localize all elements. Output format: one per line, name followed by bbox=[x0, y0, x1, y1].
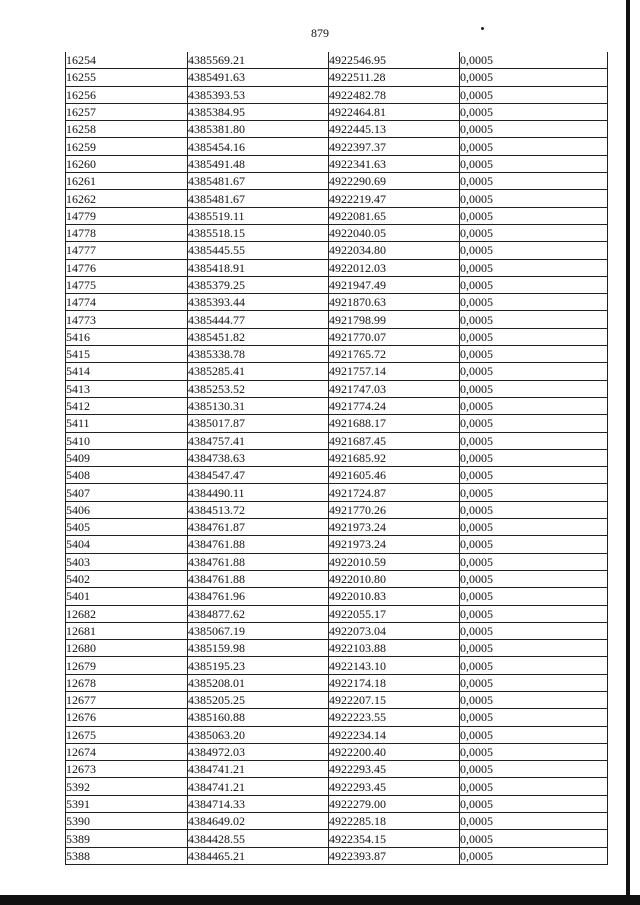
point-number-cell: 16258 bbox=[66, 121, 188, 138]
point-number-cell: 12682 bbox=[66, 605, 188, 622]
table-row bbox=[66, 726, 608, 743]
y-coordinate-cell: 4922207.15 bbox=[329, 691, 460, 708]
point-number-cell: 12674 bbox=[66, 743, 188, 760]
table-row bbox=[66, 363, 608, 380]
scan-border-right bbox=[626, 0, 630, 905]
error-cell: 0,0005 bbox=[460, 657, 608, 674]
x-coordinate-cell: 4384741.21 bbox=[188, 761, 329, 778]
y-coordinate-cell: 4922445.13 bbox=[329, 121, 460, 138]
x-coordinate-cell: 4384513.72 bbox=[188, 501, 329, 518]
table-row bbox=[66, 640, 608, 657]
error-cell: 0,0005 bbox=[460, 519, 608, 536]
error-cell: 0,0005 bbox=[460, 743, 608, 760]
point-number-cell: 5388 bbox=[66, 847, 188, 864]
point-number-cell: 16255 bbox=[66, 69, 188, 86]
error-cell: 0,0005 bbox=[460, 52, 608, 69]
x-coordinate-cell: 4385451.82 bbox=[188, 328, 329, 345]
y-coordinate-cell: 4922290.69 bbox=[329, 173, 460, 190]
point-number-cell: 14774 bbox=[66, 294, 188, 311]
table-row bbox=[66, 743, 608, 760]
point-number-cell: 5392 bbox=[66, 778, 188, 795]
table-row bbox=[66, 570, 608, 587]
point-number-cell: 5406 bbox=[66, 501, 188, 518]
y-coordinate-cell: 4921770.26 bbox=[329, 501, 460, 518]
x-coordinate-cell: 4384490.11 bbox=[188, 484, 329, 501]
error-cell: 0,0005 bbox=[460, 588, 608, 605]
error-cell: 0,0005 bbox=[460, 190, 608, 207]
y-coordinate-cell: 4922464.81 bbox=[329, 103, 460, 120]
table-row bbox=[66, 346, 608, 363]
point-number-cell: 16256 bbox=[66, 86, 188, 103]
table-row bbox=[66, 224, 608, 241]
error-cell: 0,0005 bbox=[460, 103, 608, 120]
table-row bbox=[66, 294, 608, 311]
table-row bbox=[66, 328, 608, 345]
table-row bbox=[66, 501, 608, 518]
point-number-cell: 5401 bbox=[66, 588, 188, 605]
table-row bbox=[66, 778, 608, 795]
table-row bbox=[66, 467, 608, 484]
table-row bbox=[66, 449, 608, 466]
point-number-cell: 12678 bbox=[66, 674, 188, 691]
point-number-cell: 5415 bbox=[66, 346, 188, 363]
point-number-cell: 12679 bbox=[66, 657, 188, 674]
scan-border-bottom bbox=[0, 895, 640, 905]
point-number-cell: 12677 bbox=[66, 691, 188, 708]
x-coordinate-cell: 4385160.88 bbox=[188, 709, 329, 726]
error-cell: 0,0005 bbox=[460, 328, 608, 345]
y-coordinate-cell: 4922174.18 bbox=[329, 674, 460, 691]
x-coordinate-cell: 4385285.41 bbox=[188, 363, 329, 380]
point-number-cell: 5390 bbox=[66, 813, 188, 830]
y-coordinate-cell: 4921947.49 bbox=[329, 276, 460, 293]
error-cell: 0,0005 bbox=[460, 397, 608, 414]
y-coordinate-cell: 4922511.28 bbox=[329, 69, 460, 86]
x-coordinate-cell: 4384547.47 bbox=[188, 467, 329, 484]
x-coordinate-cell: 4385393.44 bbox=[188, 294, 329, 311]
point-number-cell: 5407 bbox=[66, 484, 188, 501]
x-coordinate-cell: 4384877.62 bbox=[188, 605, 329, 622]
error-cell: 0,0005 bbox=[460, 173, 608, 190]
table-row bbox=[66, 553, 608, 570]
table-row bbox=[66, 622, 608, 639]
y-coordinate-cell: 4922012.03 bbox=[329, 259, 460, 276]
error-cell: 0,0005 bbox=[460, 795, 608, 812]
error-cell: 0,0005 bbox=[460, 294, 608, 311]
y-coordinate-cell: 4922393.87 bbox=[329, 847, 460, 864]
y-coordinate-cell: 4922354.15 bbox=[329, 830, 460, 847]
error-cell: 0,0005 bbox=[460, 207, 608, 224]
y-coordinate-cell: 4922279.00 bbox=[329, 795, 460, 812]
error-cell: 0,0005 bbox=[460, 242, 608, 259]
y-coordinate-cell: 4921724.87 bbox=[329, 484, 460, 501]
x-coordinate-cell: 4385454.16 bbox=[188, 138, 329, 155]
x-coordinate-cell: 4385205.25 bbox=[188, 691, 329, 708]
x-coordinate-cell: 4385063.20 bbox=[188, 726, 329, 743]
point-number-cell: 5414 bbox=[66, 363, 188, 380]
table-row bbox=[66, 397, 608, 414]
point-number-cell: 16259 bbox=[66, 138, 188, 155]
point-number-cell: 12675 bbox=[66, 726, 188, 743]
table-row bbox=[66, 380, 608, 397]
table-row bbox=[66, 657, 608, 674]
table-row bbox=[66, 709, 608, 726]
x-coordinate-cell: 4385253.52 bbox=[188, 380, 329, 397]
table-row bbox=[66, 813, 608, 830]
y-coordinate-cell: 4921747.03 bbox=[329, 380, 460, 397]
x-coordinate-cell: 4384761.88 bbox=[188, 570, 329, 587]
point-number-cell: 14773 bbox=[66, 311, 188, 328]
error-cell: 0,0005 bbox=[460, 121, 608, 138]
error-cell: 0,0005 bbox=[460, 501, 608, 518]
x-coordinate-cell: 4385491.48 bbox=[188, 155, 329, 172]
point-number-cell: 12676 bbox=[66, 709, 188, 726]
x-coordinate-cell: 4385393.53 bbox=[188, 86, 329, 103]
error-cell: 0,0005 bbox=[460, 363, 608, 380]
x-coordinate-cell: 4385067.19 bbox=[188, 622, 329, 639]
point-number-cell: 12680 bbox=[66, 640, 188, 657]
y-coordinate-cell: 4922397.37 bbox=[329, 138, 460, 155]
error-cell: 0,0005 bbox=[460, 622, 608, 639]
point-number-cell: 5391 bbox=[66, 795, 188, 812]
table-body bbox=[66, 52, 608, 864]
point-number-cell: 14775 bbox=[66, 276, 188, 293]
error-cell: 0,0005 bbox=[460, 224, 608, 241]
y-coordinate-cell: 4922293.45 bbox=[329, 778, 460, 795]
point-number-cell: 5411 bbox=[66, 415, 188, 432]
y-coordinate-cell: 4922010.59 bbox=[329, 553, 460, 570]
x-coordinate-cell: 4385208.01 bbox=[188, 674, 329, 691]
point-number-cell: 5405 bbox=[66, 519, 188, 536]
y-coordinate-cell: 4921770.07 bbox=[329, 328, 460, 345]
point-number-cell: 14778 bbox=[66, 224, 188, 241]
point-number-cell: 16260 bbox=[66, 155, 188, 172]
y-coordinate-cell: 4922034.80 bbox=[329, 242, 460, 259]
y-coordinate-cell: 4921685.92 bbox=[329, 449, 460, 466]
error-cell: 0,0005 bbox=[460, 536, 608, 553]
point-number-cell: 12681 bbox=[66, 622, 188, 639]
table-row bbox=[66, 795, 608, 812]
point-number-cell: 5416 bbox=[66, 328, 188, 345]
scan-speck bbox=[481, 27, 484, 30]
y-coordinate-cell: 4921973.24 bbox=[329, 519, 460, 536]
x-coordinate-cell: 4385518.15 bbox=[188, 224, 329, 241]
y-coordinate-cell: 4922223.55 bbox=[329, 709, 460, 726]
x-coordinate-cell: 4384428.55 bbox=[188, 830, 329, 847]
y-coordinate-cell: 4922143.10 bbox=[329, 657, 460, 674]
y-coordinate-cell: 4922341.63 bbox=[329, 155, 460, 172]
table-row bbox=[66, 536, 608, 553]
error-cell: 0,0005 bbox=[460, 570, 608, 587]
table-row bbox=[66, 173, 608, 190]
error-cell: 0,0005 bbox=[460, 605, 608, 622]
x-coordinate-cell: 4385491.63 bbox=[188, 69, 329, 86]
y-coordinate-cell: 4922103.88 bbox=[329, 640, 460, 657]
point-number-cell: 5402 bbox=[66, 570, 188, 587]
point-number-cell: 5404 bbox=[66, 536, 188, 553]
error-cell: 0,0005 bbox=[460, 155, 608, 172]
error-cell: 0,0005 bbox=[460, 138, 608, 155]
table-row bbox=[66, 155, 608, 172]
y-coordinate-cell: 4921774.24 bbox=[329, 397, 460, 414]
error-cell: 0,0005 bbox=[460, 674, 608, 691]
table-row bbox=[66, 519, 608, 536]
x-coordinate-cell: 4385338.78 bbox=[188, 346, 329, 363]
error-cell: 0,0005 bbox=[460, 346, 608, 363]
error-cell: 0,0005 bbox=[460, 726, 608, 743]
table-row bbox=[66, 761, 608, 778]
x-coordinate-cell: 4385519.11 bbox=[188, 207, 329, 224]
table-row bbox=[66, 588, 608, 605]
table-row bbox=[66, 103, 608, 120]
x-coordinate-cell: 4385418.91 bbox=[188, 259, 329, 276]
y-coordinate-cell: 4922234.14 bbox=[329, 726, 460, 743]
point-number-cell: 5389 bbox=[66, 830, 188, 847]
x-coordinate-cell: 4384761.87 bbox=[188, 519, 329, 536]
error-cell: 0,0005 bbox=[460, 691, 608, 708]
table-row bbox=[66, 484, 608, 501]
point-number-cell: 16254 bbox=[66, 52, 188, 69]
x-coordinate-cell: 4384757.41 bbox=[188, 432, 329, 449]
error-cell: 0,0005 bbox=[460, 311, 608, 328]
error-cell: 0,0005 bbox=[460, 778, 608, 795]
y-coordinate-cell: 4922010.80 bbox=[329, 570, 460, 587]
point-number-cell: 16261 bbox=[66, 173, 188, 190]
error-cell: 0,0005 bbox=[460, 484, 608, 501]
error-cell: 0,0005 bbox=[460, 276, 608, 293]
y-coordinate-cell: 4921870.63 bbox=[329, 294, 460, 311]
point-number-cell: 5413 bbox=[66, 380, 188, 397]
y-coordinate-cell: 4921798.99 bbox=[329, 311, 460, 328]
point-number-cell: 16262 bbox=[66, 190, 188, 207]
y-coordinate-cell: 4921687.45 bbox=[329, 432, 460, 449]
y-coordinate-cell: 4921765.72 bbox=[329, 346, 460, 363]
error-cell: 0,0005 bbox=[460, 69, 608, 86]
point-number-cell: 5403 bbox=[66, 553, 188, 570]
y-coordinate-cell: 4922010.83 bbox=[329, 588, 460, 605]
y-coordinate-cell: 4922219.47 bbox=[329, 190, 460, 207]
error-cell: 0,0005 bbox=[460, 709, 608, 726]
table-row bbox=[66, 121, 608, 138]
point-number-cell: 12673 bbox=[66, 761, 188, 778]
x-coordinate-cell: 4385569.21 bbox=[188, 52, 329, 69]
table-row bbox=[66, 415, 608, 432]
table-row bbox=[66, 52, 608, 69]
table-row bbox=[66, 86, 608, 103]
coordinates-table bbox=[65, 52, 608, 865]
x-coordinate-cell: 4385017.87 bbox=[188, 415, 329, 432]
x-coordinate-cell: 4385130.31 bbox=[188, 397, 329, 414]
point-number-cell: 16257 bbox=[66, 103, 188, 120]
x-coordinate-cell: 4384761.88 bbox=[188, 536, 329, 553]
y-coordinate-cell: 4921973.24 bbox=[329, 536, 460, 553]
y-coordinate-cell: 4922081.65 bbox=[329, 207, 460, 224]
table-row bbox=[66, 69, 608, 86]
x-coordinate-cell: 4385445.55 bbox=[188, 242, 329, 259]
point-number-cell: 14779 bbox=[66, 207, 188, 224]
y-coordinate-cell: 4921688.17 bbox=[329, 415, 460, 432]
x-coordinate-cell: 4384761.96 bbox=[188, 588, 329, 605]
x-coordinate-cell: 4384714.33 bbox=[188, 795, 329, 812]
table-row bbox=[66, 311, 608, 328]
table-row bbox=[66, 674, 608, 691]
error-cell: 0,0005 bbox=[460, 640, 608, 657]
error-cell: 0,0005 bbox=[460, 467, 608, 484]
page-number: 879 bbox=[311, 26, 329, 40]
y-coordinate-cell: 4922055.17 bbox=[329, 605, 460, 622]
point-number-cell: 14776 bbox=[66, 259, 188, 276]
error-cell: 0,0005 bbox=[460, 432, 608, 449]
point-number-cell: 5409 bbox=[66, 449, 188, 466]
y-coordinate-cell: 4922073.04 bbox=[329, 622, 460, 639]
point-number-cell: 14777 bbox=[66, 242, 188, 259]
table-row bbox=[66, 847, 608, 864]
error-cell: 0,0005 bbox=[460, 415, 608, 432]
x-coordinate-cell: 4384649.02 bbox=[188, 813, 329, 830]
error-cell: 0,0005 bbox=[460, 761, 608, 778]
x-coordinate-cell: 4385481.67 bbox=[188, 173, 329, 190]
table-row bbox=[66, 276, 608, 293]
y-coordinate-cell: 4921757.14 bbox=[329, 363, 460, 380]
x-coordinate-cell: 4384741.21 bbox=[188, 778, 329, 795]
error-cell: 0,0005 bbox=[460, 449, 608, 466]
error-cell: 0,0005 bbox=[460, 553, 608, 570]
table-row bbox=[66, 605, 608, 622]
y-coordinate-cell: 4922040.05 bbox=[329, 224, 460, 241]
error-cell: 0,0005 bbox=[460, 259, 608, 276]
error-cell: 0,0005 bbox=[460, 813, 608, 830]
y-coordinate-cell: 4921605.46 bbox=[329, 467, 460, 484]
x-coordinate-cell: 4385444.77 bbox=[188, 311, 329, 328]
point-number-cell: 5408 bbox=[66, 467, 188, 484]
y-coordinate-cell: 4922293.45 bbox=[329, 761, 460, 778]
table-row bbox=[66, 830, 608, 847]
error-cell: 0,0005 bbox=[460, 380, 608, 397]
point-number-cell: 5410 bbox=[66, 432, 188, 449]
y-coordinate-cell: 4922200.40 bbox=[329, 743, 460, 760]
x-coordinate-cell: 4384972.03 bbox=[188, 743, 329, 760]
table-row bbox=[66, 691, 608, 708]
error-cell: 0,0005 bbox=[460, 830, 608, 847]
x-coordinate-cell: 4385195.23 bbox=[188, 657, 329, 674]
table-row bbox=[66, 207, 608, 224]
point-number-cell: 5412 bbox=[66, 397, 188, 414]
x-coordinate-cell: 4385481.67 bbox=[188, 190, 329, 207]
table-row bbox=[66, 259, 608, 276]
x-coordinate-cell: 4385381.80 bbox=[188, 121, 329, 138]
y-coordinate-cell: 4922482.78 bbox=[329, 86, 460, 103]
error-cell: 0,0005 bbox=[460, 847, 608, 864]
table-row bbox=[66, 190, 608, 207]
x-coordinate-cell: 4384761.88 bbox=[188, 553, 329, 570]
x-coordinate-cell: 4385384.95 bbox=[188, 103, 329, 120]
error-cell: 0,0005 bbox=[460, 86, 608, 103]
x-coordinate-cell: 4384738.63 bbox=[188, 449, 329, 466]
y-coordinate-cell: 4922285.18 bbox=[329, 813, 460, 830]
x-coordinate-cell: 4385379.25 bbox=[188, 276, 329, 293]
table-row bbox=[66, 432, 608, 449]
y-coordinate-cell: 4922546.95 bbox=[329, 52, 460, 69]
x-coordinate-cell: 4384465.21 bbox=[188, 847, 329, 864]
table-row bbox=[66, 138, 608, 155]
table-row bbox=[66, 242, 608, 259]
x-coordinate-cell: 4385159.98 bbox=[188, 640, 329, 657]
